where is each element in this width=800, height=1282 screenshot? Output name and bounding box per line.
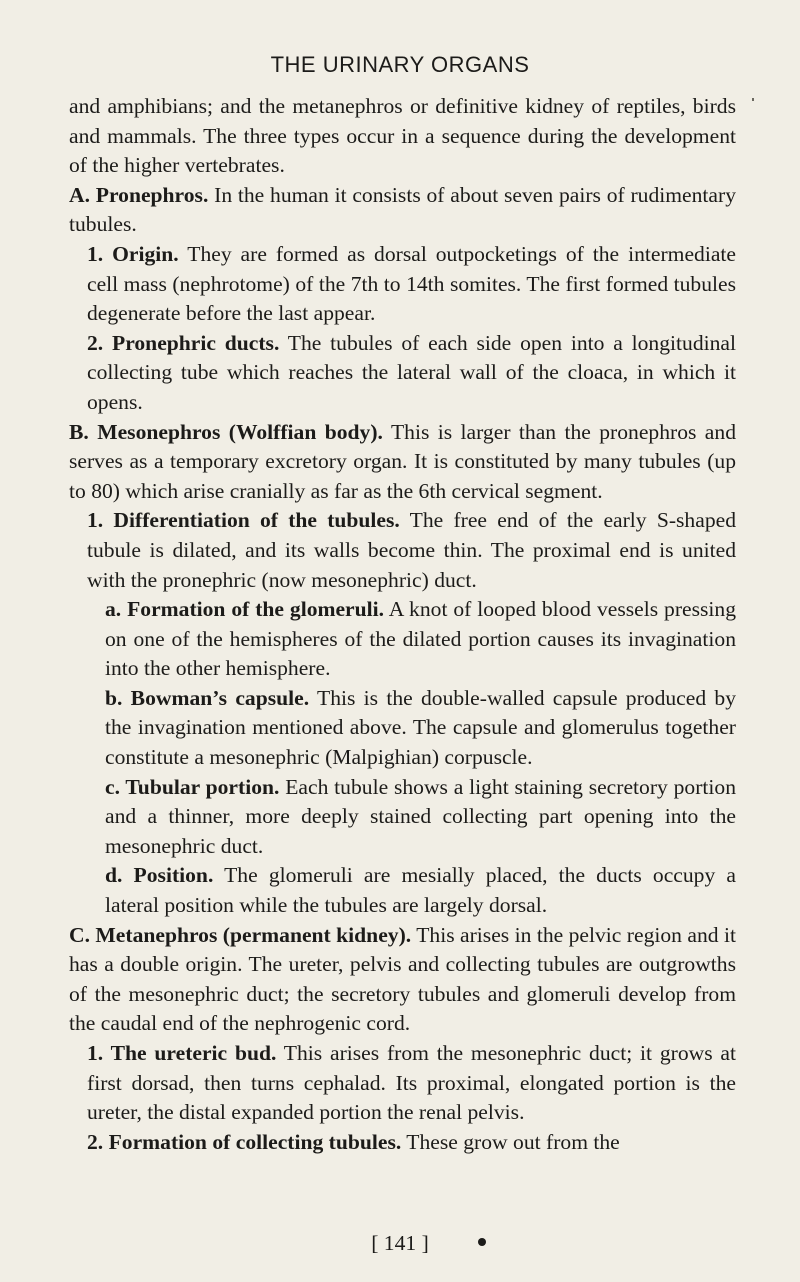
paragraph-text: A knot of looped blood vessels pressing on one of the hemispheres of the dilated portion causes its invagination into the other hemisphere. bbox=[105, 597, 737, 681]
section-heading: A. Pronephros. bbox=[69, 182, 209, 207]
paragraph-text: Each tubule shows a light staining secretory portion and a thinner, more deeply stained collecting part opening into the mesonephric duct. bbox=[105, 774, 736, 858]
section-heading: 2. Formation of collecting tubules. bbox=[87, 1129, 402, 1154]
paragraph-text: In the human it consists of about seven pairs of rudimentary tubules. bbox=[69, 182, 736, 237]
paragraph-text: This arises from the mesonephric duct; it grows at first dorsad, then turns cephalad. Its proximal, elongated portion is the ureter, the distal expanded portion the renal pelvis. bbox=[87, 1041, 736, 1125]
section-heading: a. Formation of the glomeruli. bbox=[105, 597, 385, 622]
paragraph-text: The tubules of each side open into a longitudinal collecting tube which reaches the lateral wall of the cloaca, in which it opens. bbox=[87, 330, 736, 414]
section-heading: 2. Pronephric ducts. bbox=[87, 330, 280, 355]
paragraph-text: This is the double-walled capsule produced by the invagination mentioned above. The capsule and glomerulus together constitute a mesonephric (Malpighian) corpuscle. bbox=[105, 685, 737, 770]
margin-mark bbox=[752, 98, 754, 101]
paragraph bbox=[69, 921, 736, 1039]
paragraph-text: The free end of the early S-shaped tubule is dilated, and its walls become thin. The proximal end is united with the pronephric (now mesonephric) duct. bbox=[87, 508, 736, 592]
section-heading: b. Bowman’s capsule. bbox=[105, 685, 310, 710]
section-heading: B. Mesonephros (Wolffian body). bbox=[69, 419, 383, 444]
paragraph bbox=[69, 329, 736, 418]
paragraph bbox=[69, 1128, 736, 1158]
paragraph bbox=[69, 684, 736, 773]
page-number: [ 141 ] bbox=[371, 1231, 429, 1255]
paragraph-text: This arises in the pelvic region and it has a double origin. The ureter, pelvis and collecting tubules are outgrowths of the mesonephric duct; the secretory tubules and glomeruli develop from the caudal end of the nephrogenic cord. bbox=[69, 922, 736, 1036]
paragraph bbox=[69, 240, 736, 329]
paragraph-text: They are formed as dorsal outpocketings of the intermediate cell mass (nephrotome) of the 7th to 14th somites. The first formed tubules degenerate before the last appear. bbox=[87, 241, 736, 326]
section-heading: d. Position. bbox=[105, 863, 214, 888]
section-heading: 1. Differentiation of the tubules. bbox=[87, 508, 400, 533]
paragraph-text: The glomeruli are mesially placed, the ducts occupy a lateral position while the tubules are largely dorsal. bbox=[105, 863, 736, 918]
running-head: THE URINARY ORGANS bbox=[270, 52, 530, 77]
section-heading: 1. The ureteric bud. bbox=[87, 1041, 277, 1065]
paragraph bbox=[69, 92, 736, 181]
paragraph-text: and amphibians; and the metanephros or definitive kidney of reptiles, birds and mammals. The three types occur in a sequence during the development of the higher vertebrates. bbox=[69, 94, 736, 178]
section-heading: c. Tubular portion. bbox=[105, 774, 280, 799]
paragraph bbox=[69, 181, 736, 240]
paragraph bbox=[69, 595, 736, 684]
paragraph bbox=[69, 418, 736, 507]
body-text bbox=[69, 92, 736, 1157]
paragraph bbox=[69, 861, 736, 920]
bullet-mark bbox=[478, 1238, 486, 1246]
paragraph-text: This is larger than the pronephros and serves as a temporary excretory organ. It is constituted by many tubules (up to 80) which arise cranially as far as the 6th cervical segment. bbox=[69, 419, 736, 503]
paragraph bbox=[69, 773, 736, 862]
paragraph bbox=[69, 506, 736, 595]
paragraph-text: These grow out from the bbox=[401, 1129, 620, 1154]
section-heading: C. Metanephros (permanent kidney). bbox=[69, 922, 412, 947]
section-heading: 1. Origin. bbox=[87, 241, 179, 266]
paragraph bbox=[69, 1039, 736, 1128]
